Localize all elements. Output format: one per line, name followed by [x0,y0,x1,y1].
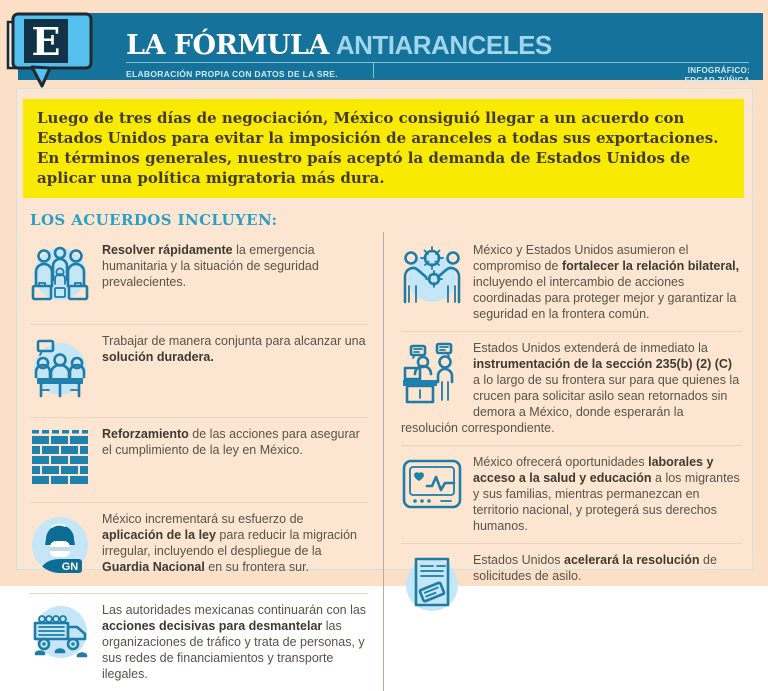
agreements-column-left [30,232,384,691]
list-item [30,234,368,325]
item-text: Trabajar de manera conjunta para alcanzar una solución duradera. [102,334,366,365]
item-text: Las autoridades mexicanas continuarán con las acciones decisivas para desmantelar las organizaciones de tráfico y trata de personas, y sus redes de financiamientos y transporte ilegales. [102,603,367,682]
brick-wall-icon [30,428,92,491]
list-item [401,544,742,632]
national-guard-icon [30,513,92,582]
list-item [30,418,368,503]
content-panel [16,88,753,682]
list-item [401,332,742,446]
list-item [30,503,368,594]
item-text: México incrementará su esfuerzo de aplicación de la ley para reducir la migración irregular, incluyendo el despliegue de la Guardia Nacional en su frontera sur. [102,512,357,575]
author-credit [685,66,750,86]
page-title [126,30,552,61]
asylum-desk-icon [401,342,463,413]
asylum-document-icon [401,554,463,621]
smuggling-truck-icon [30,604,92,669]
intro-highlight: Luego de tres días de negociación, México consiguió llegar a un acuerdo con Estados Unidos para evitar la imposición de aranceles a todas sus exportaciones. En términos generales, nuestro país aceptó la demanda de Estados Unidos de aplicar una política migratoria más dura. [23,99,744,198]
item-text: México y Estados Unidos asumieron el compromiso de fortalecer la relación bilateral, incluyendo el intercambio de acciones coordinadas para proteger mejor y garantizar la seguridad en la frontera común. [473,243,740,322]
header-vertical-divider [373,62,374,78]
list-item [401,234,742,332]
author-credit-name: EDGAR ZÚÑIGA [684,76,750,85]
section-title: LOS ACUERDOS INCLUYEN: [30,211,278,230]
delegation-people-icon [30,244,92,313]
source-credit: ELABORACIÓN PROPIA CON DATOS DE LA SRE. [126,69,338,79]
item-text: Reforzamiento de las acciones para asegurar el cumplimiento de la ley en México. [102,427,360,458]
health-monitor-icon [401,456,463,519]
logo-letter: E [31,19,61,64]
list-item [30,325,368,418]
item-text: México ofrecerá oportunidades laborales y acceso a la salud y educación a los migrantes y sus familias, mientras permanezcan en territorio nacional, y protegerá sus derechos humanos. [473,455,740,534]
item-text: Estados Unidos extenderá de inmediato la instrumentación de la sección 235(b) (2) (C) a lo largo de su frontera sur para que quienes la crucen para solicitar asilo sean retornados sin demora a México, donde esperarán la resolución correspondiente. [401,341,740,436]
bilateral-cooperation-icon [401,244,463,313]
item-text: Resolver rápidamente la emergencia humanitaria y la situación de seguridad prevalecientes. [102,243,319,290]
agreements-column-right [384,232,742,691]
list-item [401,446,742,544]
header-divider [126,62,749,63]
item-text: Estados Unidos acelerará la resolución de solicitudes de asilo. [473,553,717,584]
meeting-table-icon [30,335,92,406]
header-bar [18,13,763,85]
gn-label: GN [61,561,79,574]
title-accent: ANTIARANCELES [335,30,552,60]
publication-logo [4,10,98,90]
author-credit-label: INFOGRÁFICO: [687,66,750,75]
agreements-columns [17,232,752,691]
list-item [30,594,368,691]
title-regular: LA FÓRMULA [126,30,329,61]
